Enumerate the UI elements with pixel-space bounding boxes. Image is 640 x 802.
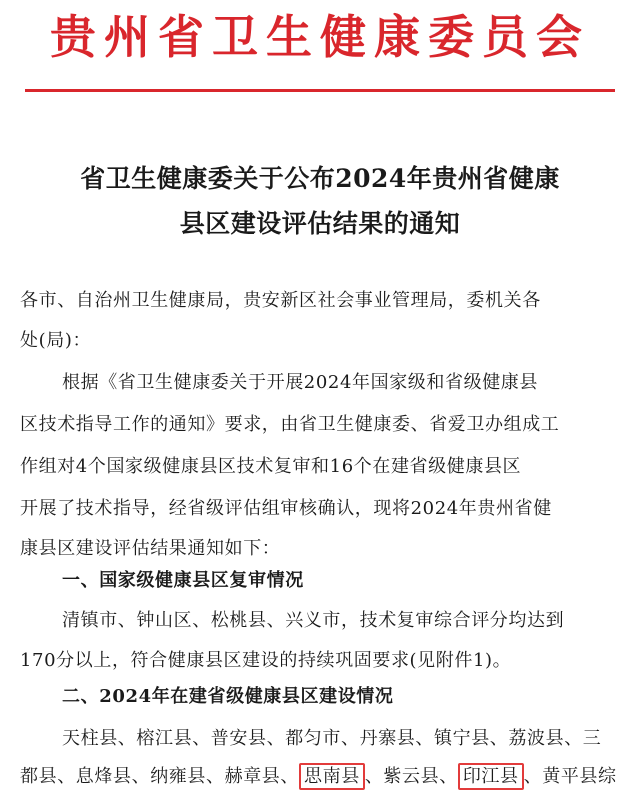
body-line: 170分以上，符合健康县区建设的持续巩固要求(见附件1)。 bbox=[20, 650, 512, 671]
red-divider-line bbox=[25, 89, 615, 92]
line-text-segment: 、紫云县、 bbox=[364, 766, 458, 787]
document-title-line-1: 省卫生健康委关于公布2024年贵州省健康 bbox=[80, 164, 560, 193]
highlighted-county-yinjiang: 印江县 bbox=[458, 763, 524, 790]
body-line: 区技术指导工作的通知》要求，由省卫生健康委、省爱卫办组成工 bbox=[20, 414, 560, 435]
highlighted-county-sinan: 思南县 bbox=[299, 763, 365, 790]
body-line: 天柱县、榕江县、普安县、都匀市、丹寨县、镇宁县、荔波县、三 bbox=[62, 728, 602, 749]
body-line: 根据《省卫生健康委关于开展2024年国家级和省级健康县 bbox=[62, 372, 539, 393]
body-line: 开展了技术指导，经省级评估组审核确认，现将2024年贵州省健 bbox=[20, 498, 552, 519]
org-header-title: 贵州省卫生健康委员会 bbox=[50, 10, 590, 64]
body-line: 作组对4个国家级健康县区技术复审和16个在建省级健康县区 bbox=[20, 456, 522, 477]
section-heading-1: 一、国家级健康县区复审情况 bbox=[62, 570, 304, 591]
body-line: 处(局)： bbox=[20, 330, 92, 351]
body-line: 清镇市、钟山区、松桃县、兴义市，技术复审综合评分均达到 bbox=[62, 610, 565, 631]
line-text-segment: 都县、息烽县、纳雍县、赫章县、 bbox=[20, 766, 299, 787]
document-title-line-2: 县区建设评估结果的通知 bbox=[179, 209, 461, 238]
section-heading-2: 二、2024年在建省级健康县区建设情况 bbox=[62, 686, 394, 707]
body-line: 康县区建设评估结果通知如下： bbox=[20, 538, 281, 559]
body-line-with-highlights bbox=[20, 762, 620, 792]
body-line: 各市、自治州卫生健康局，贵安新区社会事业管理局，委机关各 bbox=[20, 290, 541, 311]
line-text-segment: 、黄平县综 bbox=[523, 766, 617, 787]
